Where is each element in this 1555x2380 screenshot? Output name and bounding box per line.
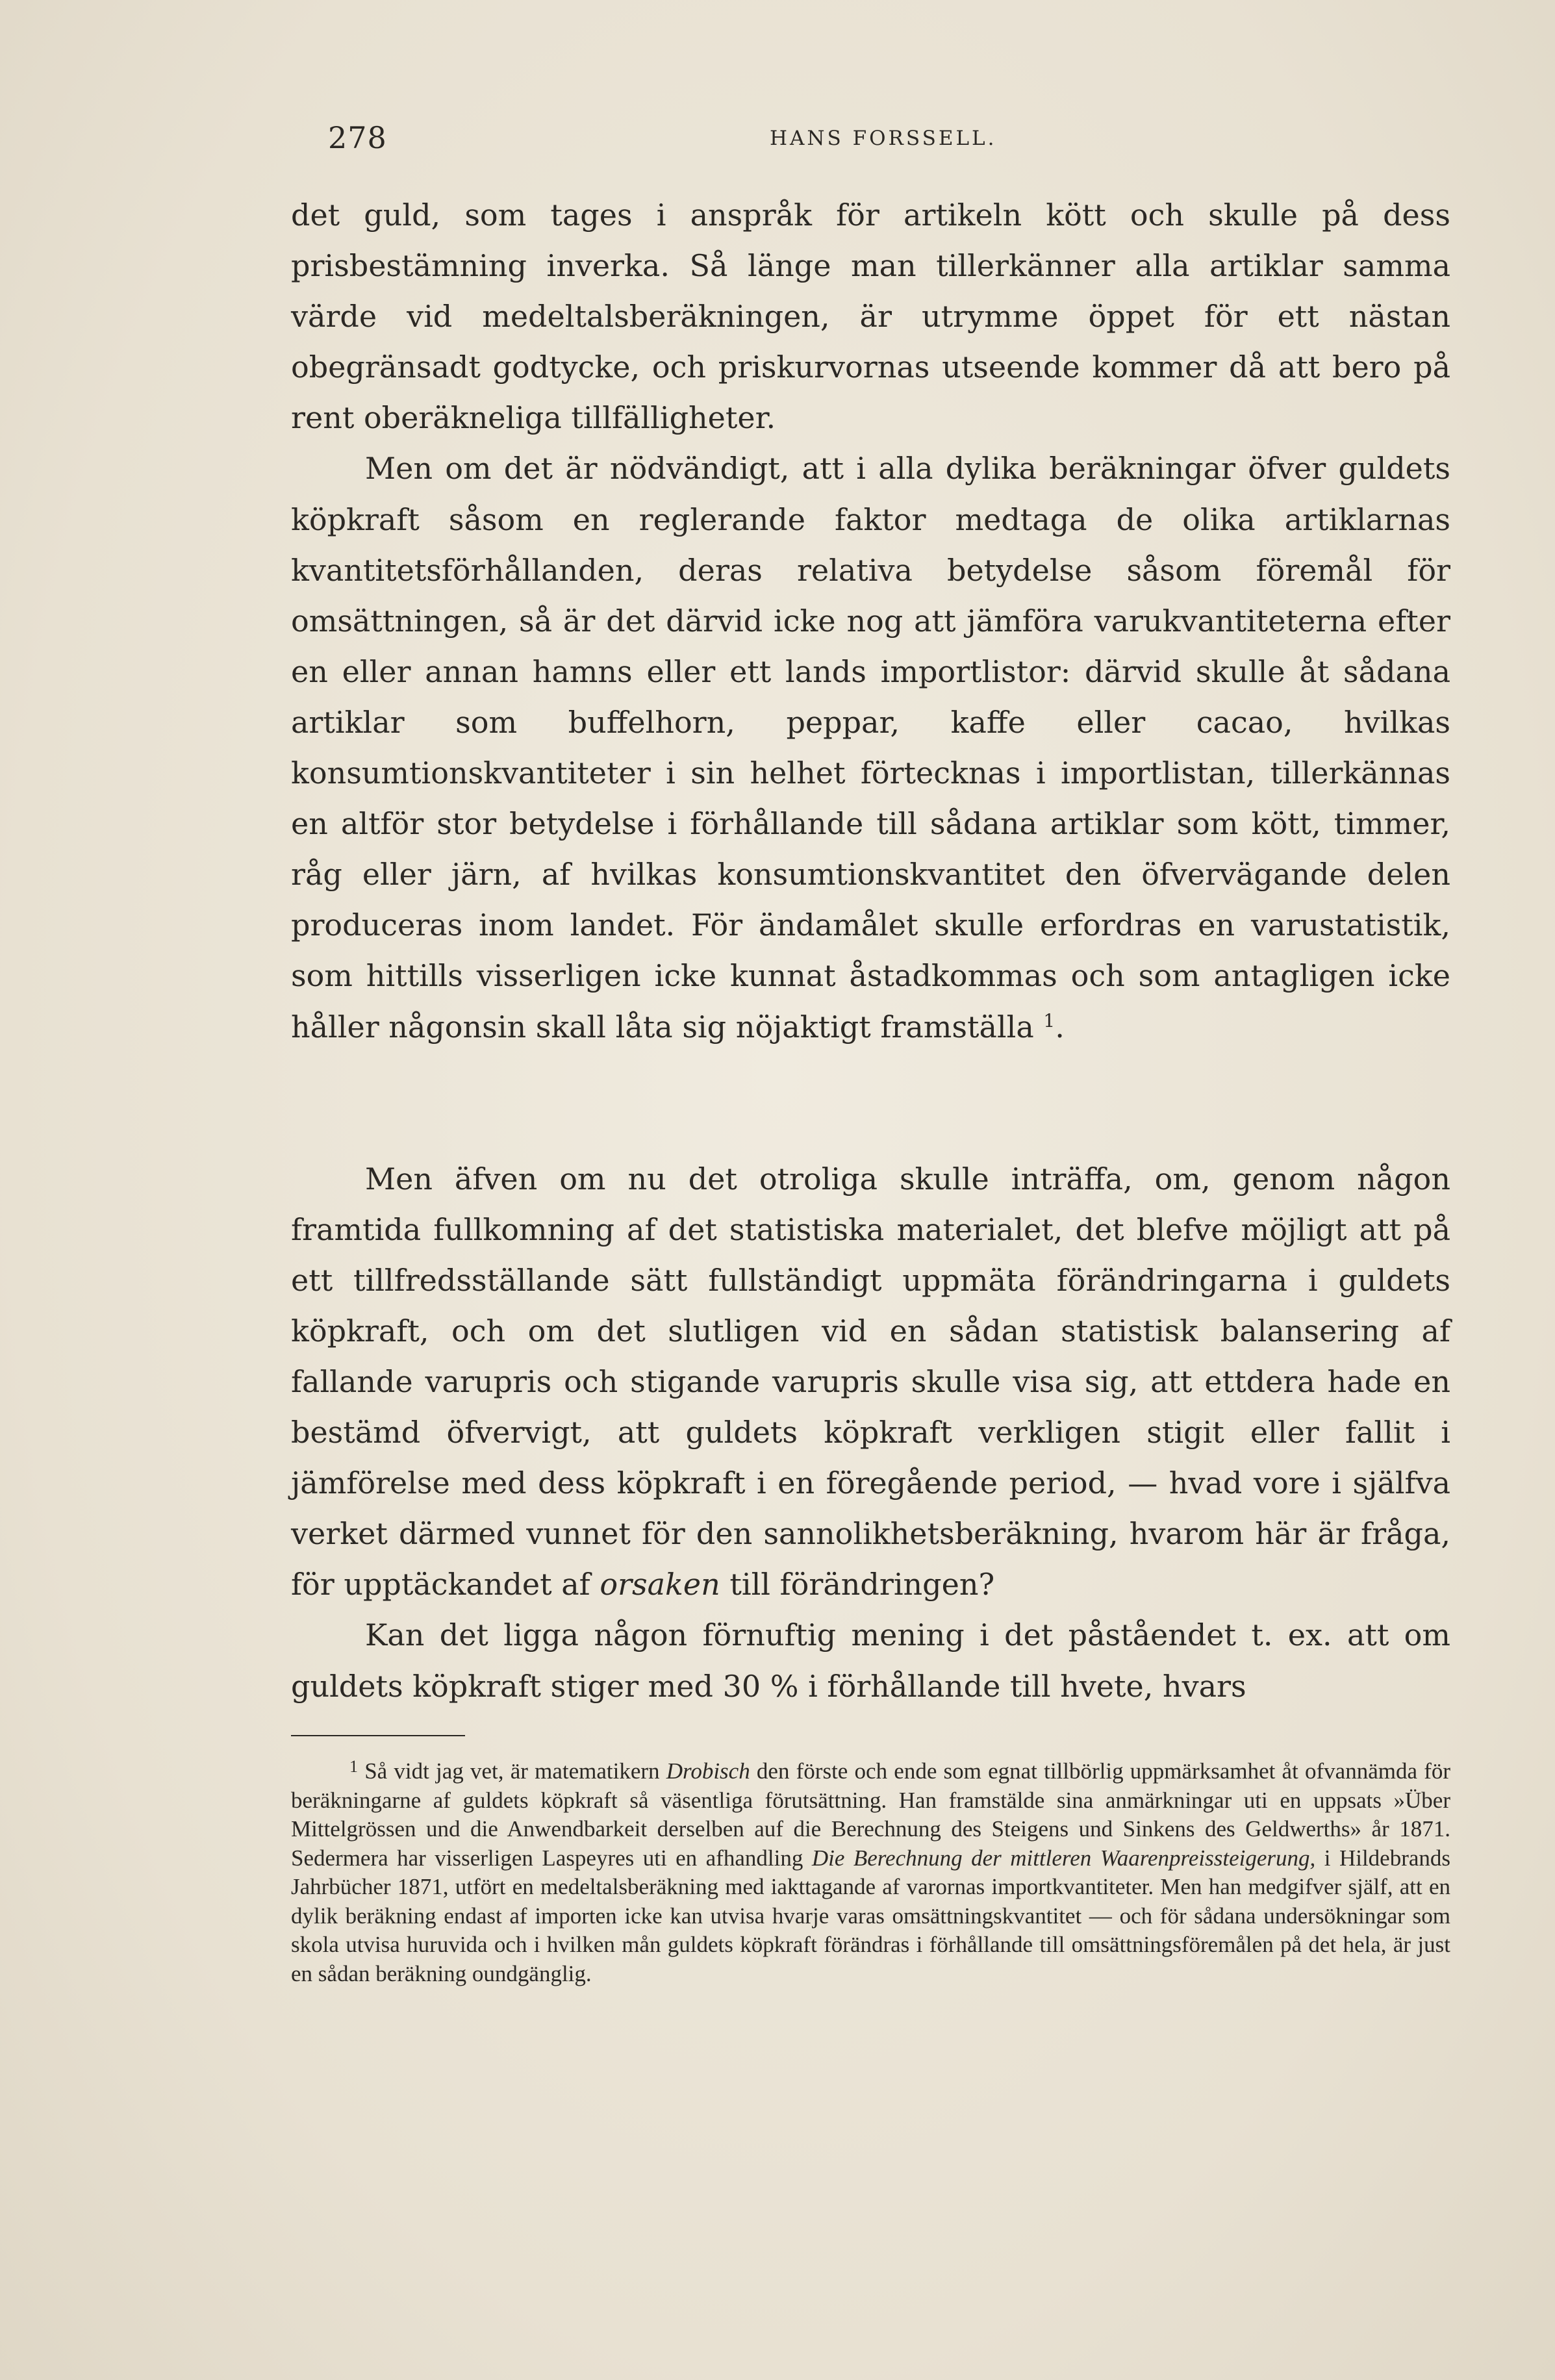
footnote	[291, 1757, 1450, 1988]
footnote-emphasis-2: Die Berechnung der mittleren Waarenpreissteigerung,	[811, 1845, 1316, 1871]
footnote-text-2: den förste och ende som egnat tillbörlig uppmärksamhet åt ofvannämda för beräkningarne af guldets köpkraft så väsentliga förutsättning. Han framstälde sina anmärkningar uti en uppsats »Über Mittelgrössen und die Anwendbarkeit derselben auf die Berechnung des Steigens und Sinkens des Geldwerths» år 1871. Sedermera har visserligen Laspeyres uti en afhandling	[291, 1758, 1450, 1871]
paragraph-3-text-b: till förändringen?	[729, 1567, 995, 1602]
footnote-marker: 1	[349, 1757, 358, 1776]
footnote-text-1: Så vidt jag vet, är matematikern	[364, 1758, 660, 1784]
body-text	[291, 190, 1450, 1712]
footnote-divider	[291, 1735, 465, 1736]
paragraph-4: Kan det ligga någon förnuftig mening i det påståendet t. ex. att om guldets köpkraft stiger med 30 % i förhållande till hvete, hvars	[291, 1617, 1450, 1704]
page-header	[0, 120, 1555, 166]
footnote-emphasis-1: Drobisch	[666, 1758, 750, 1784]
paragraph-1: det guld, som tages i anspråk för artikeln kött och skulle på dess prisbestämning inverka. Så länge man tillerkänner alla artiklar samma värde vid medeltalsberäkningen, är utrymme öppet för ett nästan obegränsadt godtycke, och priskurvornas utseende kommer då att bero på rent oberäkneliga tillfälligheter.	[291, 197, 1450, 436]
paragraph-3-text-a: Men äfven om nu det otroliga skulle inträffa, om, genom någon framtida fullkomning af det statistiska materialet, det blefve möjligt att på ett tillfredsställande sätt fullständigt uppmäta förändringarna i guldets köpkraft, och om det slutligen vid en sådan statistisk balansering af fallande varupris och stigande varupris skulle visa sig, att ettdera hade en bestämd öfvervigt, att guldets köpkraft verkligen stigit eller fallit i jämförelse med dess köpkraft i en föregående period, — hvad vore i själfva verket därmed vunnet för den sannolikhetsberäkning, hvarom här är fråga, för upptäckandet af	[291, 1161, 1450, 1602]
page-number: 278	[328, 120, 387, 155]
paragraph-3	[291, 1154, 1450, 1610]
paragraph-2	[291, 443, 1450, 1052]
footnote-reference: 1	[1043, 1009, 1056, 1032]
paragraph-2-text: Men om det är nödvändigt, att i alla dylika beräkningar öfver guldets köpkraft såsom en reglerande faktor medtaga de olika artiklarnas kvantitetsförhållanden, deras relativa betydelse såsom föremål för omsättningen, så är det därvid icke nog att jämföra varukvantiteterna efter en eller annan hamns eller ett lands importlistor: därvid skulle åt sådana artiklar som buffelhorn, peppar, kaffe eller cacao, hvilkas konsumtionskvantiteter i sin helhet förtecknas i importlistan, tillerkännas en altför stor betydelse i förhållande till sådana artiklar som kött, timmer, råg eller järn, af hvilkas konsumtionskvantitet den öfvervägande delen produceras inom landet. För ändamålet skulle erfordras en varustatistik, som hittills visserligen icke kunnat åstadkommas och som antagligen icke håller någonsin skall låta sig nöjaktigt framställa	[291, 451, 1450, 1044]
paragraph-3-emphasis: orsaken	[600, 1567, 720, 1602]
footnote-text-3: i Hildebrands Jahrbücher 1871, utfört en medeltalsberäkning med iakttagande af varornas importkvantiteter. Men han medgifver själf, att en dylik beräkning endast af importen icke kan utvisa hvarje varas omsättningskvantitet — och för sådana undersökningar som skola utvisa huruvida och i hvilken mån guldets köpkraft förändras i förhållande till omsättningsföremålen på det hela, är just en sådan beräkning oundgänglig.	[291, 1845, 1451, 1986]
paragraph-2-end: .	[1055, 1009, 1065, 1044]
running-head: HANS FORSSELL.	[770, 127, 997, 150]
